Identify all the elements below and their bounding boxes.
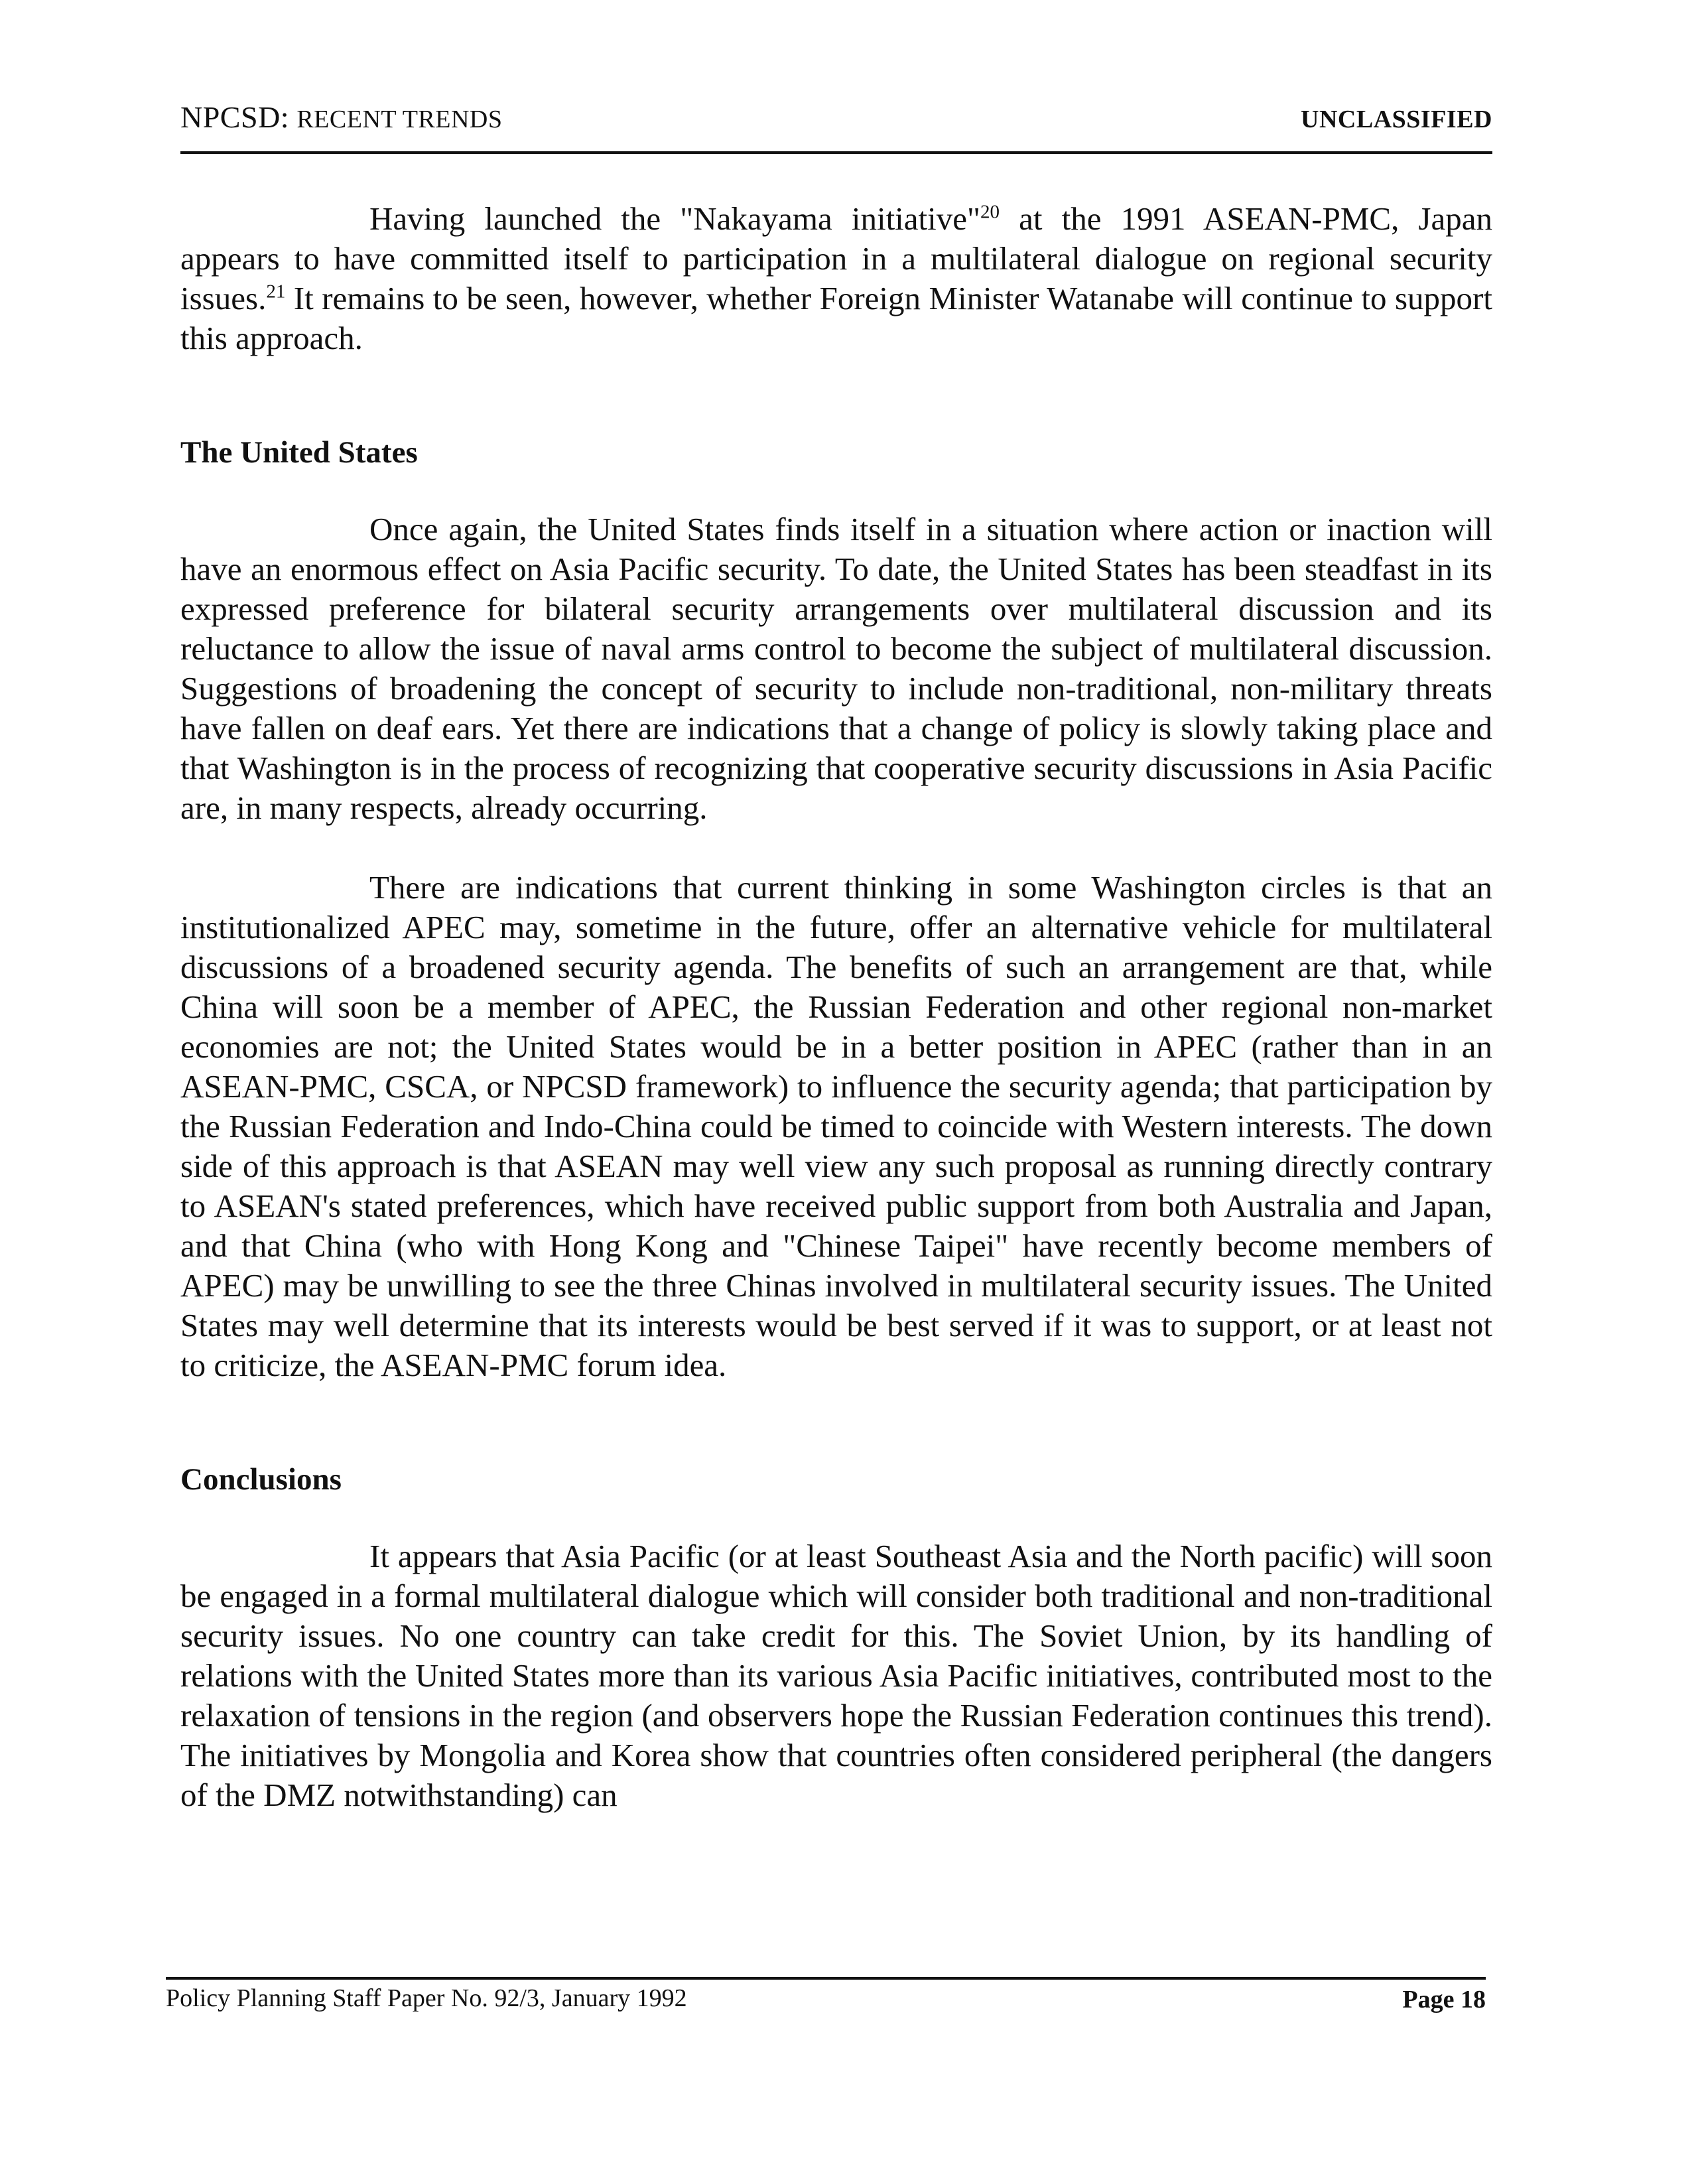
- paragraph-nakayama-text-3: It remains to be seen, however, whether Foreign Minister Watanabe will continue to support this approach.: [180, 280, 1492, 356]
- section-heading-conclusions: Conclusions: [180, 1462, 342, 1497]
- footnote-ref-21: 21: [266, 281, 286, 303]
- paragraph-nakayama-text-2: at the 1991 ASEAN-PMC, Japan appears to have committed itself to participation in a multilateral dialogue on regional security issues.: [180, 200, 1492, 316]
- header-title: [180, 100, 503, 135]
- page-number: Page 18: [1402, 1986, 1486, 2013]
- paragraph-nakayama: [180, 199, 1492, 358]
- paragraph-conclusions: It appears that Asia Pacific (or at least Southeast Asia and the North pacific) will soon be engaged in a formal multilateral dialogue which will consider both traditional and non-traditional security issues. No one country can take credit for this. The Soviet Union, by its handling of relations with the United States more than its various Asia Pacific initiatives, contributed most to the relaxation of tensions in the region (and observers hope the Russian Federation continues this trend). The initiatives by Mongolia and Korea show that countries often considered peripheral (the dangers of the DMZ notwithstanding) can: [180, 1538, 1492, 1813]
- page-header: [180, 100, 1492, 146]
- page-footer: [166, 1984, 1486, 2030]
- footer-divider: [166, 1977, 1486, 1980]
- header-title-rest: RECENT TRENDS: [296, 105, 503, 133]
- footer-source: Policy Planning Staff Paper No. 92/3, January 1992: [166, 1984, 687, 2012]
- header-title-lead: NPCSD:: [180, 100, 290, 134]
- paragraph-nakayama-text-1: Having launched the "Nakayama initiative": [369, 200, 981, 237]
- paragraph-us-situation: Once again, the United States finds itself in a situation where action or inaction will have an enormous effect on Asia Pacific security. To date, the United States has been steadfast in its expressed preference for bilateral security arrangements over multilateral discussion and its reluctance to allow the issue of naval arms control to become the subject of multilateral discussion. Suggestions of broadening the concept of security to include non-traditional, non-military threats have fallen on deaf ears. Yet there are indications that a change of policy is slowly taking place and that Washington is in the process of recognizing that cooperative security discussions in Asia Pacific are, in many respects, already occurring.: [180, 511, 1492, 826]
- header-divider: [180, 151, 1492, 154]
- classification-label: UNCLASSIFIED: [1301, 105, 1492, 133]
- document-body: [180, 199, 1492, 1815]
- section-heading-united-states: The United States: [180, 435, 418, 470]
- footnote-ref-20: 20: [980, 201, 1000, 223]
- paragraph-apec-alternative: There are indications that current thinking in some Washington circles is that an institutionalized APEC may, sometime in the future, offer an alternative vehicle for multilateral discussions of a broadened security agenda. The benefits of such an arrangement are that, while China will soon be a member of APEC, the Russian Federation and other regional non-market economies are not; the United States would be in a better position in APEC (rather than in an ASEAN-PMC, CSCA, or NPCSD framework) to influence the security agenda; that participation by the Russian Federation and Indo-China could be timed to coincide with Western interests. The down side of this approach is that ASEAN may well view any such proposal as running directly contrary to ASEAN's stated preferences, which have received public support from both Australia and Japan, and that China (who with Hong Kong and "Chinese Taipei" have recently become members of APEC) may be unwilling to see the three Chinas involved in multilateral security issues. The United States may well determine that its interests would be best served if it was to support, or at least not to criticize, the ASEAN-PMC forum idea.: [180, 869, 1492, 1383]
